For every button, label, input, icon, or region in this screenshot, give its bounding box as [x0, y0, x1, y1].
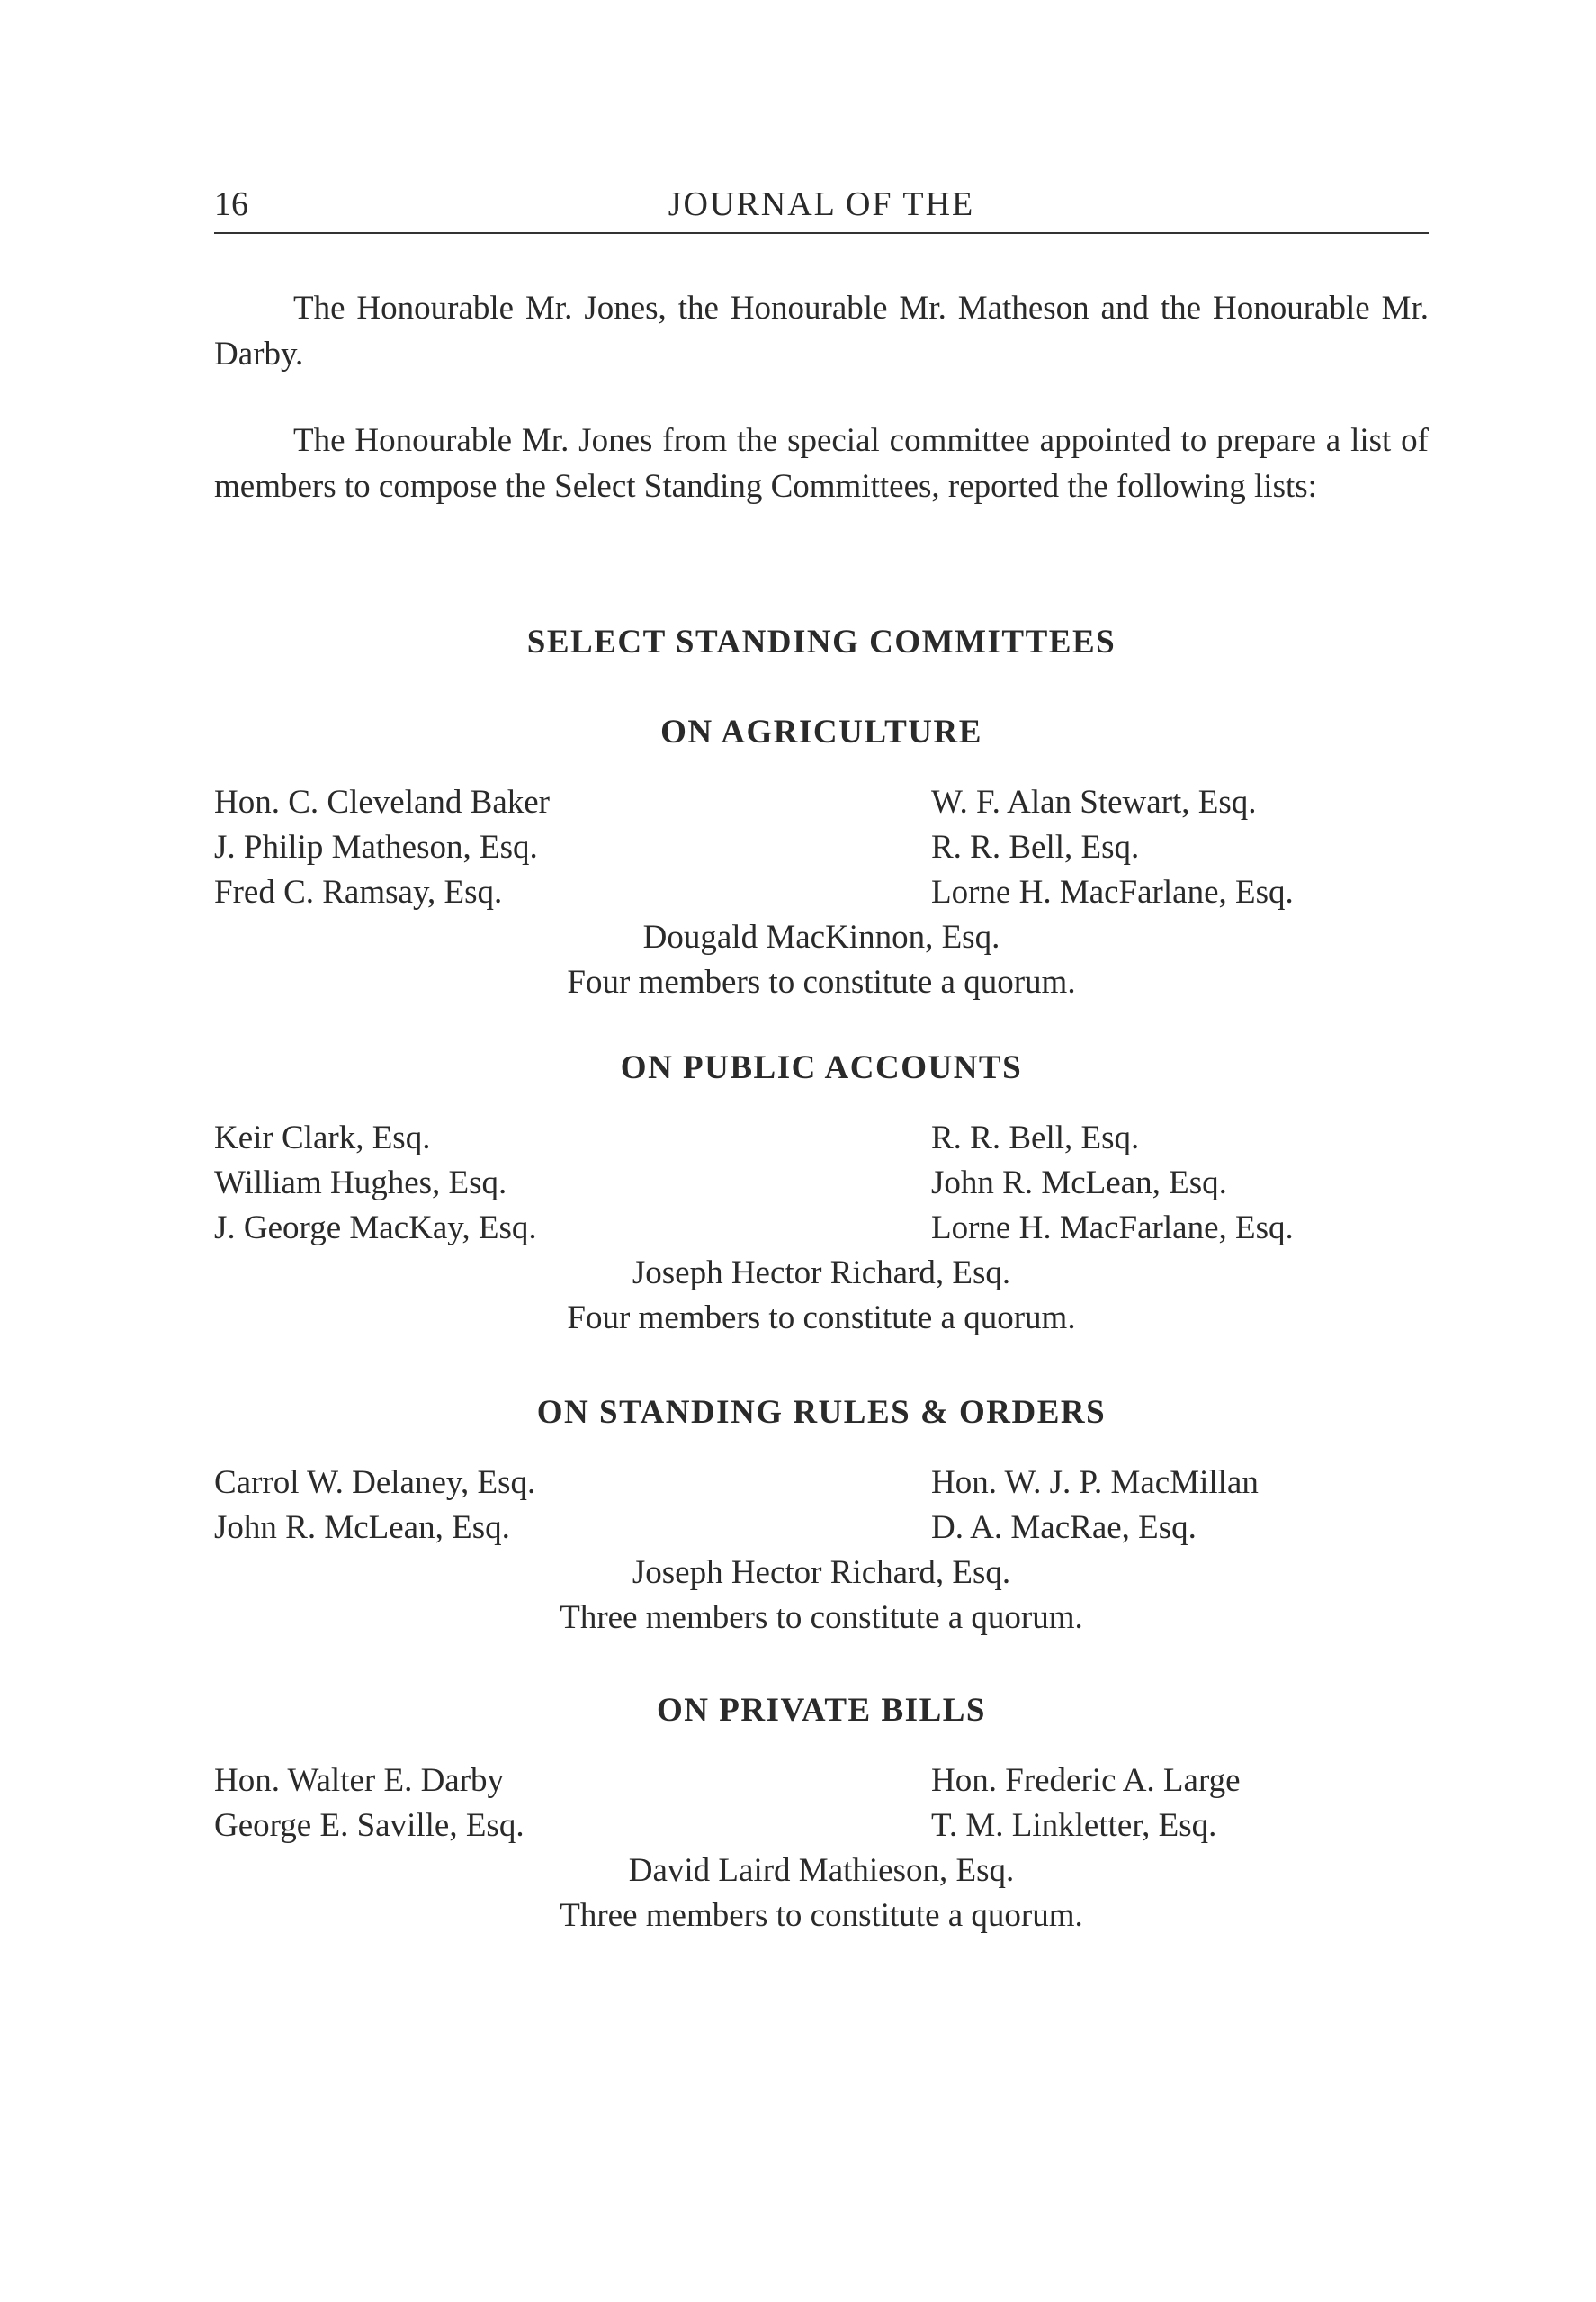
member-row	[214, 780, 1429, 825]
member-row	[214, 1461, 1429, 1506]
member-name: William Hughes, Esq.	[214, 1164, 507, 1201]
running-title: JOURNAL OF THE	[668, 185, 975, 223]
member-name: Hon. Frederic A. Large	[931, 1762, 1241, 1799]
member-row	[214, 1206, 1429, 1251]
member-name: W. F. Alan Stewart, Esq.	[931, 784, 1257, 821]
committee-heading-agriculture: ON AGRICULTURE	[660, 714, 982, 751]
member-name: John R. McLean, Esq.	[931, 1164, 1227, 1201]
member-row	[214, 1161, 1429, 1206]
member-name: John R. McLean, Esq.	[214, 1509, 510, 1546]
center-member: David Laird Mathieson, Esq.	[628, 1852, 1015, 1889]
member-name: R. R. Bell, Esq.	[931, 829, 1140, 866]
member-name: Hon. W. J. P. MacMillan	[931, 1464, 1259, 1501]
center-member: Joseph Hector Richard, Esq.	[632, 1554, 1011, 1591]
member-name: J. Philip Matheson, Esq.	[214, 829, 538, 866]
committee-heading-private-bills: ON PRIVATE BILLS	[656, 1692, 986, 1729]
member-name: Hon. Walter E. Darby	[214, 1762, 505, 1799]
member-row	[214, 1116, 1429, 1161]
member-name: Lorne H. MacFarlane, Esq.	[931, 874, 1294, 911]
main-heading: SELECT STANDING COMMITTEES	[526, 624, 1116, 661]
member-row	[214, 825, 1429, 870]
member-row	[214, 870, 1429, 915]
member-name: Hon. C. Cleveland Baker	[214, 784, 550, 821]
committee-heading-standing-rules: ON STANDING RULES & ORDERS	[536, 1394, 1107, 1431]
quorum-note: Four members to constitute a quorum.	[567, 1299, 1076, 1336]
quorum-note: Three members to constitute a quorum.	[560, 1599, 1083, 1636]
member-row	[214, 1758, 1429, 1803]
page-header	[214, 182, 1429, 236]
member-name: Lorne H. MacFarlane, Esq.	[931, 1209, 1294, 1246]
quorum-note: Four members to constitute a quorum.	[567, 964, 1076, 1001]
page-number: 16	[214, 185, 248, 223]
header-rule	[214, 232, 1429, 234]
committee-heading-public-accounts: ON PUBLIC ACCOUNTS	[620, 1049, 1023, 1086]
member-name: J. George MacKay, Esq.	[214, 1209, 537, 1246]
committee-members-agriculture	[214, 780, 1429, 1005]
member-name: R. R. Bell, Esq.	[931, 1120, 1140, 1156]
member-name: Carrol W. Delaney, Esq.	[214, 1464, 536, 1501]
quorum-note: Three members to constitute a quorum.	[560, 1897, 1083, 1934]
center-member: Dougald MacKinnon, Esq.	[642, 919, 1000, 956]
committee-members-private-bills	[214, 1758, 1429, 1938]
paragraph-report: The Honourable Mr. Jones from the special committee appointed to prepare a list of members to compose the Select Standing Committees, reported the following lists:	[214, 422, 1429, 505]
center-member: Joseph Hector Richard, Esq.	[632, 1254, 1011, 1291]
member-name: George E. Saville, Esq.	[214, 1807, 525, 1844]
committee-members-public-accounts	[214, 1116, 1429, 1341]
member-name: Keir Clark, Esq.	[214, 1120, 431, 1156]
member-row	[214, 1803, 1429, 1848]
member-name: Fred C. Ramsay, Esq.	[214, 874, 503, 911]
committee-members-standing-rules	[214, 1461, 1429, 1641]
member-name: D. A. MacRae, Esq.	[931, 1509, 1197, 1546]
paragraph-names: The Honourable Mr. Jones, the Honourable Mr. Matheson and the Honourable Mr. Darby.	[214, 290, 1429, 373]
member-row	[214, 1506, 1429, 1551]
member-name: T. M. Linkletter, Esq.	[931, 1807, 1217, 1844]
